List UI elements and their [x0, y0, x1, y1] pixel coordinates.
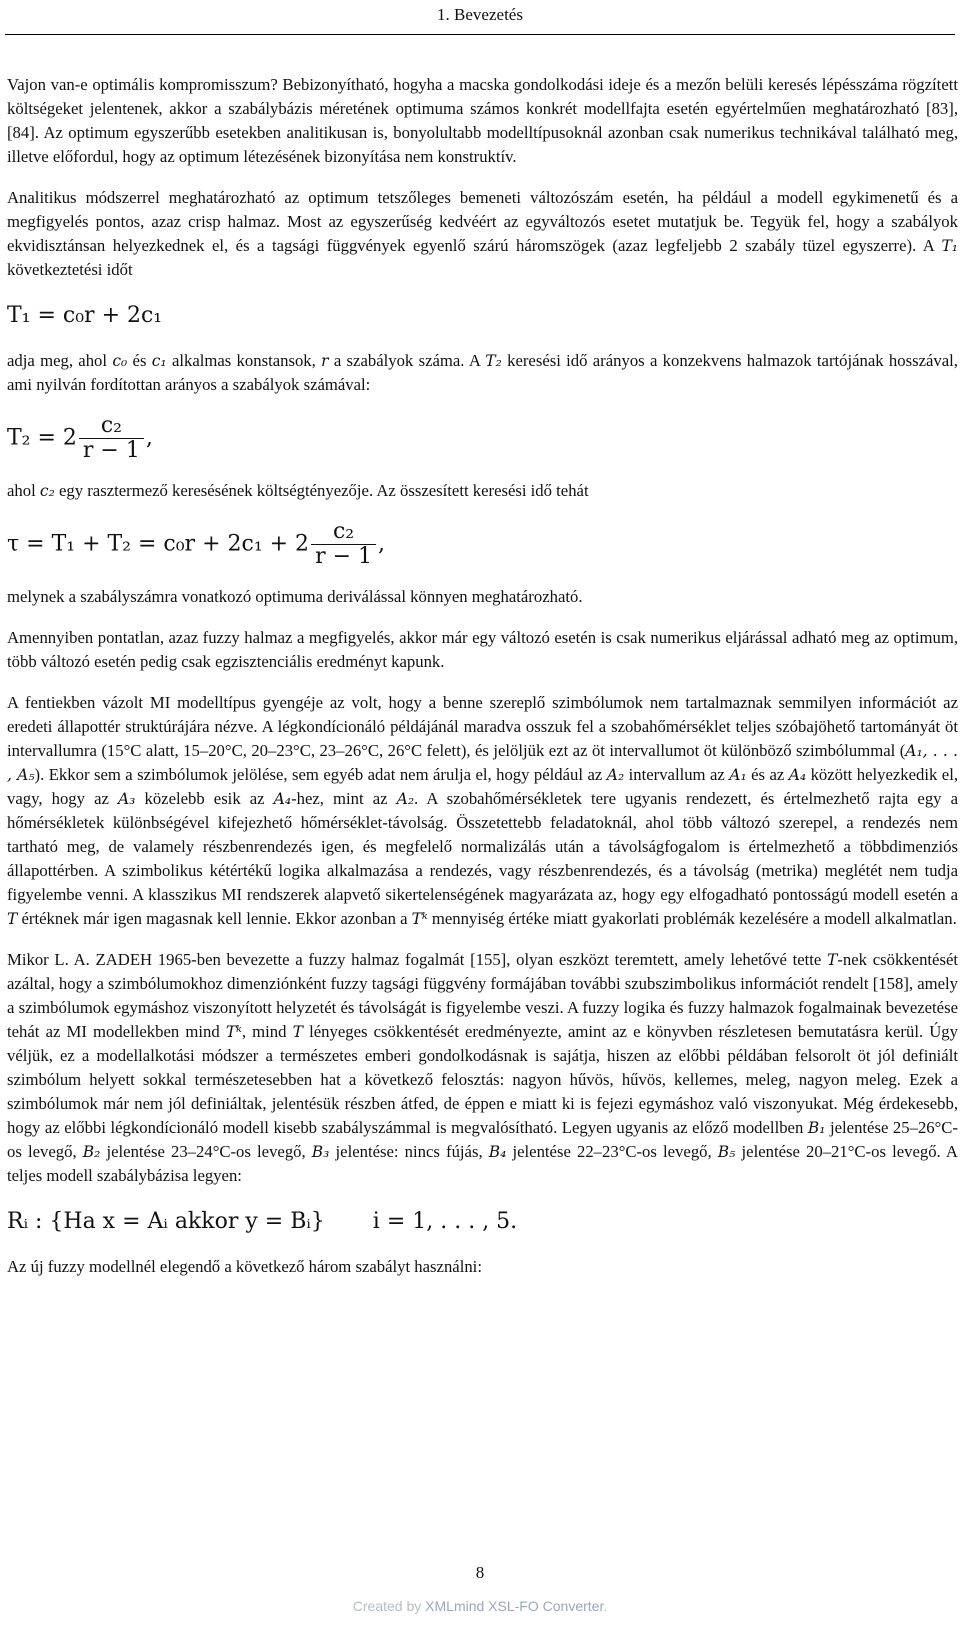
math-Tk: Tᵏ [411, 910, 428, 928]
math-T: T [827, 951, 838, 969]
paragraph-constants: adja meg, ahol c₀ és c₁ alkalmas konstansok, r a szabályok száma. A T₂ keresési idő arányos a konzekvens halmazok tartójának hosszával, ami nyilván fordítottan arányos a szabályok számával: [7, 351, 958, 394]
running-header-chapter: 1. Bevezetés [437, 5, 523, 24]
paragraph-c2-cost: ahol c₂ egy rasztermező keresésének költségtényezője. Az összesített keresési idő tehát [7, 481, 589, 500]
math-Tk: Tᵏ [225, 1023, 242, 1041]
math-A3: A₃ [117, 790, 136, 808]
math-A4: A₄ [788, 766, 807, 784]
math-T: T [292, 1023, 303, 1041]
paragraph-mi-weakness: A fentiekben vázolt MI modelltípus gyengéje az volt, hogy a benne szereplő szimbólumok nem tartalmaznak semmilyen információt az eredeti állapottér struktúrájára nézve. A légkondícionáló példájánál maradva osszuk fel a szobahőmérséklet teljes szóbajöhető tartományát öt intervallumra (15°C alatt, 15–20°C, 20–23°C, 23–26°C, 26°C felett), és jelöljük ezt az öt intervallumot öt különböző szimbólummal (A₁, . . . , A₅). Ekkor sem a szimbólumok jelölése, sem egyéb adat nem árulja el, hogy például az A₂ intervallum az A₁ és az A₄ között helyezkedik el, vagy, hogy az A₃ közelebb esik az A₄-hez, mint az A₂. A szobahőmérsékletek tere ugyanis rendezett, és értelmezhető rajta egy a hőmérsékletek különbségével kifejezhető hőmérséklet-távolság. Összetettebb feladatoknál, ahol több változó szerepel, a rendezés nem tartható meg, de valamely részbenrendezés igen, és megfelelő normalizálás után a távolságfogalom is értelmezhető a többdimenziós állapottérben. A szimbolikus kétértékű logika alkalmazása a rendezés, vagy részbenrendezés, és a távolság (metrika) meglétét nem tudja figyelembe venni. A klasszikus MI rendszerek alapvető sikertelenségének magyarázata az, hogy egy elfogadható pontosságú modell esetén a T értéknek már igen magasnak kell lennie. Ekkor azonban a Tᵏ mennyiség értéke miatt gyakorlati problémák kezelésére a modell alkalmatlan. [7, 693, 959, 928]
math-B4: B₄ [488, 1143, 507, 1161]
equation-tau: τ = T₁ + T₂ = c₀r + 2c₁ + 2 $\frac{\text{c₂}}{r - 1}$ , [7, 519, 385, 569]
math-T1: T₁ [941, 237, 958, 255]
paragraph-fuzzy-observation: Amennyiben pontatlan, azaz fuzzy halmaz a megfigyelés, akkor már egy változó esetén is csak numerikus eljárással adható meg az optimum, több változó esetén pedig csak egzisztenciális eredményt kapunk. [7, 628, 958, 671]
math-c0: c₀ [112, 352, 128, 370]
math-r: r [321, 352, 329, 370]
paragraph-derivation: melynek a szabályszámra vonatkozó optimuma deriválással könnyen meghatározható. [7, 587, 583, 606]
math-A1: A₁ [729, 766, 747, 784]
paragraph-optimum-question: Vajon van-e optimális kompromisszum? Bebizonyítható, hogyha a macska gondolkodási ideje és a mezőn belüli keresés lépésszáma rögzített költségeket jelentenek, akkor a szabálybázis méretének optimuma számos konkrét modellfajta esetén egyértelműen meghatározható [83], [84]. Az optimum egyszerűbb esetekben analitikusan is, bonyolultabb modelltípusoknál azonban csak numerikus technikával található meg, illetve előfordul, hogy az optimum létezésének bizonyítása nem konstruktív. [7, 75, 958, 166]
math-B3: B₃ [311, 1143, 330, 1161]
math-T2: T₂ [485, 352, 502, 370]
paragraph-zadeh-fuzzy: Mikor L. A. ZADEH 1965-ben bevezette a fuzzy halmaz fogalmát [155], olyan eszközt teremtett, amely lehetővé tette T-nek csökkentését azáltal, hogy a szimbólumokhoz dimenziónként fuzzy tagsági függvény formájában további szubszimbolikus információt rendelt [158], amely a szimbólumok egymáshoz viszonyított helyzetét és távolságát is figyelembe veszi. A fuzzy logika és fuzzy halmazok fogalmainak bevezetése tehát az MI modellekben mind Tᵏ, mind T lényeges csökkentését eredményezte, amint az e könyvben részletesen bemutatásra kerül. Úgy véljük, ez a modellalkotási módszer a természetes emberi gondolkodásnak is sajátja, hiszen az előbbi példában felsorolt öt jól definiált szimbólum helyett sokkal természetesebben hat a következő felosztás: nagyon hűvös, hűvös, kellemes, meleg, nagyon meleg. Ezek a szimbólumok már nem jól definiáltak, jelentésük részben átfed, de éppen e miatt ki is fejezi egymáshoz való viszonyukat. Még érdekesebb, hogy az előbbi légkondícionáló modell kisebb szabályszámmal is megvalósítható. Legyen ugyanis az előző modellben B₁ jelentése 25–26°C-os levegő, B₂ jelentése 23–24°C-os levegő, B₃ jelentése: nincs fújás, B₄ jelentése 22–23°C-os levegő, B₅ jelentése 20–21°C-os levegő. A teljes modell szabálybázisa legyen: [7, 950, 958, 1185]
fraction-c2-over-r-minus-1: $\frac{\text{c₂}}{r - 1}$ [79, 414, 144, 463]
math-A4: A₄ [273, 790, 292, 808]
math-A2: A₂ [606, 766, 625, 784]
fraction-c2-over-r-minus-1: $\frac{\text{c₂}}{r - 1}$ [311, 520, 376, 569]
equation-T1: T₁ = c₀r + 2c₁ [7, 303, 163, 328]
equation-rule-base: Rᵢ : {Ha x = Aᵢ akkor y = Bᵢ} i = 1, . . . , 5. [7, 1209, 518, 1234]
converter-link[interactable]: XMLmind XSL-FO Converter [425, 1598, 604, 1614]
math-B2: B₂ [82, 1143, 101, 1161]
math-T: T [7, 910, 18, 928]
paragraph-analytic-method: Analitikus módszerrel meghatározható az optimum tetszőleges bemeneti változószám esetén, ha például a modell egykimenetű és a megfigyelés pontos, azaz crisp halmaz. Most az egyszerűség kedvéért az egyváltozós esetet mutatjuk be. Tegyük fel, hogy a szabályok ekvidisztánsan helyezkednek el, és a tagsági függvények egyenlő szárú háromszögek (azaz legfeljebb 2 szabály tüzel egyszerre). A T₁ következtetési időt [7, 188, 958, 279]
math-c2: c₂ [39, 482, 55, 500]
math-B1: B₁ [807, 1119, 826, 1137]
paragraph-new-fuzzy-model: Az új fuzzy modellnél elegendő a következő három szabályt használni: [7, 1257, 482, 1276]
math-A2: A₂ [396, 790, 415, 808]
page-number: 8 [475, 1563, 485, 1582]
math-B5: B₅ [717, 1143, 736, 1161]
header-divider [5, 34, 955, 35]
math-A1-A5: A₁, . . . , A₅ [7, 742, 958, 784]
footer-credit: Created by XMLmind XSL-FO Converter. [352, 1598, 608, 1614]
equation-T2: T₂ = 2 $\frac{\text{c₂}}{r - 1}$ , [7, 413, 153, 463]
page-body [7, 73, 958, 1296]
math-c1: c₁ [151, 352, 167, 370]
